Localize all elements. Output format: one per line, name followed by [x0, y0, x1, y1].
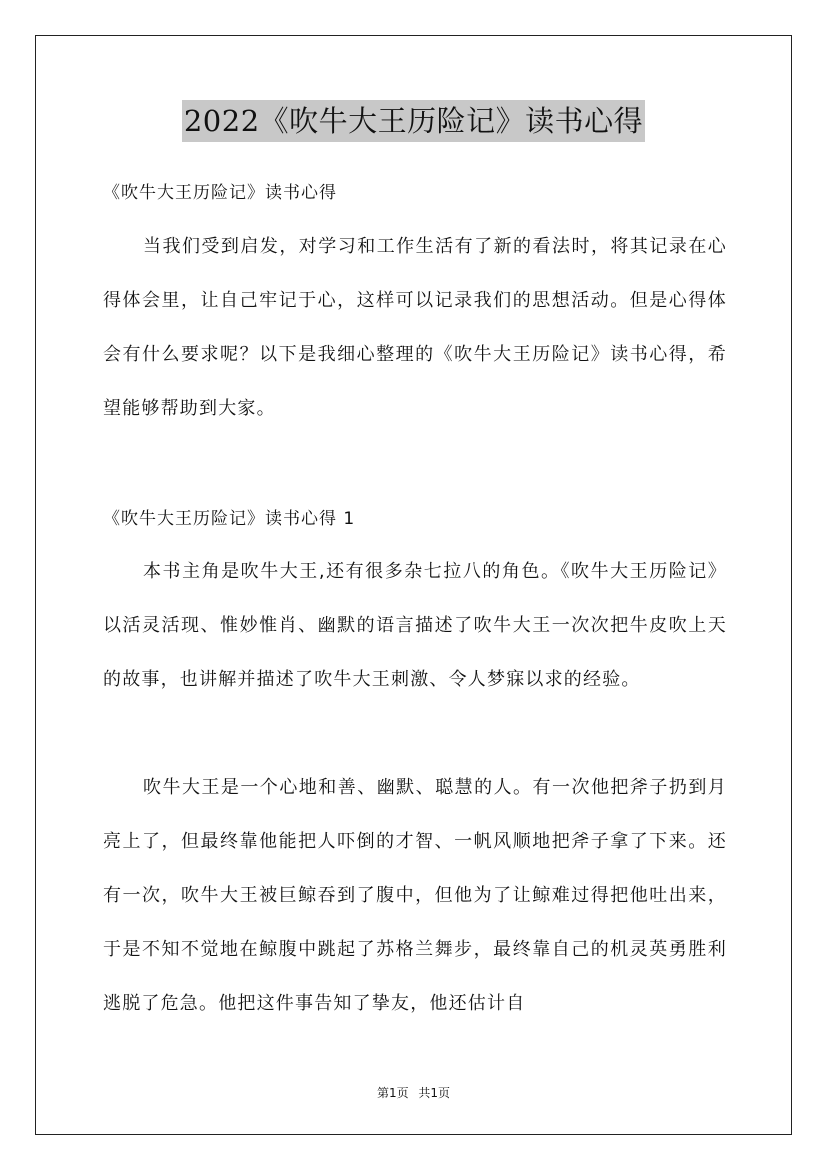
- document-title: 2022《吹牛大王历险记》读书心得: [182, 100, 645, 142]
- page-total: 共1页: [418, 1086, 451, 1100]
- document-subtitle: 《吹牛大王历险记》读书心得: [103, 183, 337, 203]
- section-heading-1: 《吹牛大王历险记》读书心得 1: [103, 509, 356, 529]
- title-container: [0, 100, 827, 142]
- page-number: 第1页: [376, 1086, 409, 1100]
- section1-paragraph-2: 吹牛大王是一个心地和善、幽默、聪慧的人。有一次他把斧子扔到月亮上了，但最终靠他能把人吓倒的才智、一帆风顺地把斧子拿了下来。还有一次，吹牛大王被巨鲸吞到了腹中，但他为了让鲸难过得把他吐出来，于是不知不觉地在鲸腹中跳起了苏格兰舞步，最终靠自己的机灵英勇胜利逃脱了危急。他把这件事告知了挚友，他还估计自: [103, 777, 727, 1014]
- section1-paragraph-1: 本书主角是吹牛大王,还有很多杂七拉八的角色。《吹牛大王历险记》以活灵活现、惟妙惟肖、幽默的语言描述了吹牛大王一次次把牛皮吹上天的故事，也讲解并描述了吹牛大王刺激、令人梦寐以求的经验。: [103, 561, 727, 690]
- page-footer: [0, 1084, 827, 1101]
- intro-paragraph: 当我们受到启发，对学习和工作生活有了新的看法时，将其记录在心得体会里，让自己牢记于心，这样可以记录我们的思想活动。但是心得体会有什么要求呢？以下是我细心整理的《吹牛大王历险记》读书心得，希望能够帮助到大家。: [103, 236, 727, 419]
